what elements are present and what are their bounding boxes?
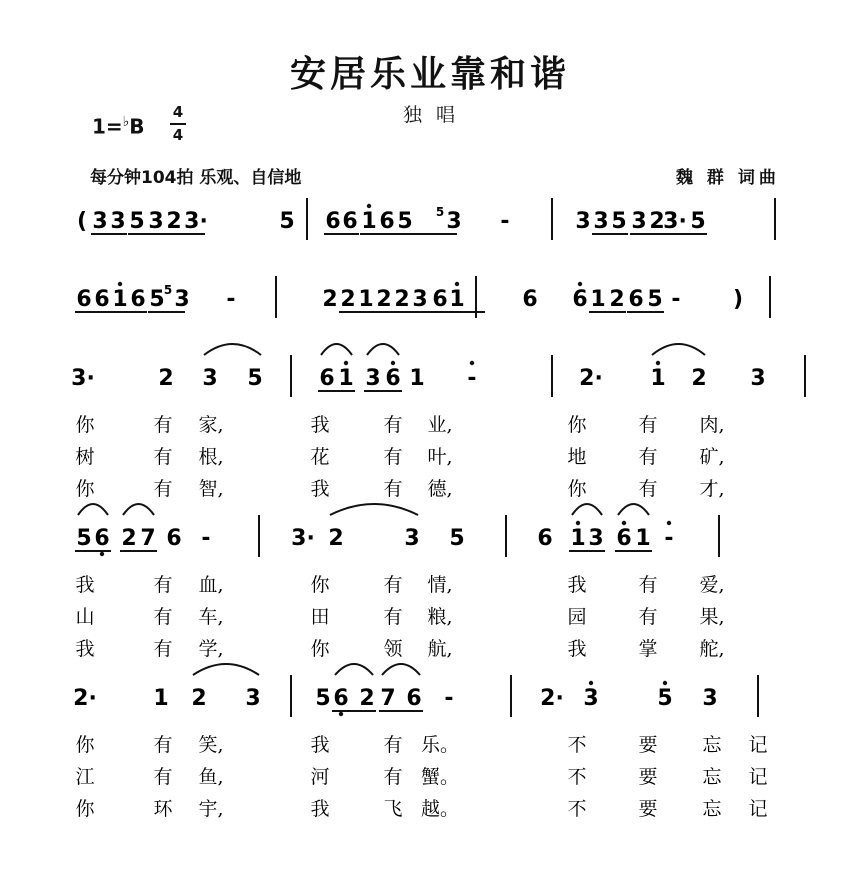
note: 6 [94,526,110,551]
key-note: B [129,114,145,139]
octave-dot-above [470,361,474,365]
lyric-syllable: 情, [427,574,453,596]
lyric-syllable: 宇, [198,798,224,820]
note: 2 [609,287,625,312]
lyric-syllable: 我 [75,638,95,660]
dash: - [500,209,510,234]
slur [652,344,705,355]
lyric-syllable: 舵, [699,638,725,660]
note: 3 [365,366,381,391]
note: 5 [657,686,673,711]
lyric-syllable: 有 [153,638,173,660]
slur [321,344,352,355]
lyric-syllable: 环 [153,798,173,820]
lyric-syllable: 有 [383,734,403,756]
lyric-syllable: 叶, [427,446,453,468]
note: 3 [110,209,126,234]
lyric-syllable: 要 [638,766,658,788]
note: 2· [579,366,603,391]
slur [330,504,418,515]
dash: - [671,287,681,312]
note: 3 [92,209,108,234]
composer-credit: 魏 群 词曲 [676,168,780,188]
lyric-syllable: 有 [638,414,658,436]
lyric-syllable: 有 [383,574,403,596]
note: 1 [358,287,374,312]
dash: - [444,686,454,711]
note: 3 [588,526,604,551]
lyric-syllable: 我 [310,414,330,436]
note: 5 [129,209,145,234]
lyric-syllable: 飞 [383,798,403,820]
note: 1 [449,287,465,312]
lyric-syllable: 树 [75,446,95,468]
slur [618,504,649,515]
time-top: 4 [172,103,184,121]
lyric-syllable: 有 [153,478,173,500]
note: 1 [650,366,666,391]
octave-dot-above [667,521,671,525]
note: 3· [663,209,687,234]
lyric-syllable: 你 [310,638,330,660]
lyric-syllable: 领 [383,638,403,660]
lyric-syllable: 乐。 [420,734,460,756]
lyric-syllable: 蟹。 [420,766,460,788]
lyric-syllable: 学, [198,638,224,660]
note: 1 [112,287,128,312]
note: 2 [328,526,344,551]
note: 3 [593,209,609,234]
lyric-syllable: 有 [383,766,403,788]
lyric-syllable: 鱼, [198,766,224,788]
lyric-syllable: 我 [310,478,330,500]
grace-note: 5 [435,205,445,219]
lyric-syllable: 我 [310,798,330,820]
note: 5 [247,366,263,391]
paren: ( [76,209,88,234]
lyric-syllable: 有 [638,478,658,500]
slur [367,344,399,355]
note: 1 [338,366,354,391]
slur [382,664,420,675]
lyric-syllable: 有 [383,478,403,500]
lyric-syllable: 田 [310,606,330,628]
lyric-syllable: 有 [153,606,173,628]
note: 5 [611,209,627,234]
lyric-syllable: 有 [638,606,658,628]
lyric-syllable: 不 [567,766,587,788]
note: 7 [140,526,156,551]
octave-dot-above [118,282,122,286]
note: 6 [319,366,335,391]
dash: - [201,526,211,551]
note: 1 [409,366,425,391]
slur [123,504,154,515]
lyric-syllable: 有 [383,446,403,468]
note: 3 [575,209,591,234]
note: 2 [340,287,356,312]
lyric-syllable: 忘 [702,734,722,756]
note: 6 [522,287,538,312]
note: 1 [153,686,169,711]
note: 6 [628,287,644,312]
slur [572,504,602,515]
lyric-syllable: 记 [748,766,768,788]
lyric-syllable: 记 [748,798,768,820]
lyric-syllable: 我 [310,734,330,756]
lyric-syllable: 要 [638,734,658,756]
note: 2 [191,686,207,711]
dash: - [467,366,477,391]
lyric-syllable: 根, [198,446,224,468]
subtitle: 独唱 [402,104,469,126]
dash: - [226,287,236,312]
lyric-syllable: 有 [153,766,173,788]
lyric-syllable: 掌 [638,638,658,660]
octave-dot-above [663,681,667,685]
lyric-syllable: 花 [310,446,330,468]
lyric-syllable: 有 [153,734,173,756]
octave-dot-above [344,361,348,365]
lyric-syllable: 家, [198,414,224,436]
lyric-syllable: 你 [75,734,95,756]
note: 6 [385,366,401,391]
note: 6 [166,526,182,551]
note: 6 [432,287,448,312]
lyric-syllable: 智, [198,478,224,500]
lyric-syllable: 你 [567,478,587,500]
note: 3 [404,526,420,551]
slur [78,504,108,515]
note: 2· [73,686,97,711]
lyric-syllable: 有 [383,606,403,628]
octave-dot-above [578,282,582,286]
lyric-syllable: 果, [699,606,725,628]
octave-dot-above [589,681,593,685]
lyric-syllable: 有 [638,446,658,468]
note: 2 [158,366,174,391]
note: 5 [149,287,165,312]
note: 2 [166,209,182,234]
paren: ) [732,287,744,312]
slur [204,344,261,355]
note: 3 [583,686,599,711]
note: 2 [691,366,707,391]
lyric-syllable: 你 [567,414,587,436]
note: 2 [376,287,392,312]
note: 6 [342,209,358,234]
lyric-syllable: 有 [383,414,403,436]
tempo-marking: 每分钟104拍 乐观、自信地 [90,168,302,188]
lyric-syllable: 肉, [699,414,725,436]
note: 3· [291,526,315,551]
note: 2 [649,209,665,234]
slur [335,664,373,675]
lyric-syllable: 要 [638,798,658,820]
note: 1 [361,209,377,234]
lyric-syllable: 园 [567,606,587,628]
lyric-syllable: 血, [198,574,224,596]
note: 3 [631,209,647,234]
lyric-syllable: 不 [567,798,587,820]
note: 2 [394,287,410,312]
note: 6 [379,209,395,234]
note: 3· [184,209,208,234]
note: 6 [406,686,422,711]
note: 3 [245,686,261,711]
octave-dot-above [576,521,580,525]
lyric-syllable: 江 [75,766,95,788]
note: 3 [702,686,718,711]
lyric-syllable: 不 [567,734,587,756]
dash: - [664,526,674,551]
note: 6 [130,287,146,312]
note: 1 [570,526,586,551]
lyric-syllable: 粮, [427,606,453,628]
lyric-syllable: 山 [75,606,95,628]
lyric-syllable: 我 [567,638,587,660]
flat-sign: ♭ [122,114,130,130]
octave-dot-above [656,361,660,365]
note: 2 [359,686,375,711]
note: 6 [572,287,588,312]
note: 3· [71,366,95,391]
lyric-syllable: 业, [427,414,453,436]
note: 7 [380,686,396,711]
lyric-syllable: 你 [310,574,330,596]
note: 3 [446,209,462,234]
note: 2 [322,287,338,312]
lyric-syllable: 有 [153,446,173,468]
octave-dot-below [339,712,343,716]
lyric-syllable: 记 [748,734,768,756]
lyric-syllable: 越。 [420,798,460,820]
note: 5 [647,287,663,312]
note: 6 [94,287,110,312]
note: 3 [412,287,428,312]
lyric-syllable: 忘 [702,766,722,788]
note: 2· [540,686,564,711]
octave-dot-below [100,552,104,556]
lyric-syllable: 才, [699,478,725,500]
octave-dot-above [455,282,459,286]
lyric-syllable: 矿, [699,446,725,468]
lyric-syllable: 忘 [702,798,722,820]
note: 1 [590,287,606,312]
slur [193,664,259,675]
lyric-syllable: 有 [153,414,173,436]
note: 5 [690,209,706,234]
lyric-syllable: 德, [427,478,453,500]
lyric-syllable: 笑, [198,734,224,756]
note: 6 [333,686,349,711]
lyric-syllable: 你 [75,478,95,500]
lyric-syllable: 你 [75,798,95,820]
note: 3 [202,366,218,391]
lyric-syllable: 河 [310,766,330,788]
note: 3 [148,209,164,234]
lyric-syllable: 地 [567,446,587,468]
lyric-syllable: 有 [638,574,658,596]
note: 5 [315,686,331,711]
note: 6 [537,526,553,551]
lyric-syllable: 我 [567,574,587,596]
note: 2 [121,526,137,551]
note: 3 [750,366,766,391]
note: 6 [76,287,92,312]
octave-dot-above [391,361,395,365]
note: 5 [397,209,413,234]
octave-dot-above [622,521,626,525]
lyric-syllable: 航, [427,638,453,660]
lyric-syllable: 车, [198,606,224,628]
note: 6 [325,209,341,234]
note: 5 [279,209,295,234]
song-title: 安居乐业靠和谐 [289,53,570,95]
lyric-syllable: 我 [75,574,95,596]
note: 3 [174,287,190,312]
lyric-syllable: 你 [75,414,95,436]
note: 1 [635,526,651,551]
grace-note: 5 [163,283,173,297]
key-prefix: 1= [92,114,123,139]
lyric-syllable: 有 [153,574,173,596]
note: 5 [76,526,92,551]
octave-dot-above [367,204,371,208]
time-bottom: 4 [172,126,184,144]
lyric-syllable: 爱, [699,574,725,596]
note: 6 [616,526,632,551]
note: 5 [449,526,465,551]
